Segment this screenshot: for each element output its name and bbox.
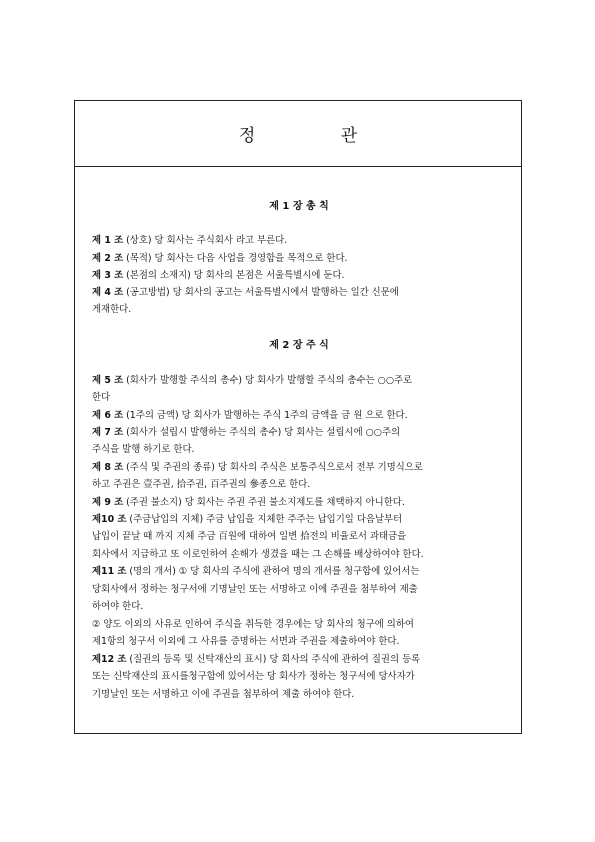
article-line [92, 287, 399, 299]
article-number: 제 8 조 [92, 462, 124, 473]
article-text: 하고 주권은 壹주권, 拾주권, 百주권의 參종으로 한다. [92, 479, 311, 490]
article-number: 제 6 조 [92, 410, 124, 421]
article-text: 회사에서 지급하고 또 이로인하여 손해가 생겼을 때는 그 손해를 배상하여야 한다. [92, 549, 424, 560]
article-text: 제1항의 청구서 이외에 그 사유를 증명하는 서면과 주권을 제출하여야 한다. [92, 636, 400, 647]
article-text: 당회사에서 정하는 청구서에 기명날인 또는 서명하고 이에 주권을 첨부하여 제출 [92, 584, 418, 595]
article-line [92, 549, 424, 561]
title-box [75, 101, 521, 167]
article-line [92, 270, 345, 282]
article-text: 기명날인 또는 서명하고 이에 주권을 첨부하여 제출 하여야 한다. [92, 689, 355, 700]
article-line [92, 462, 423, 474]
article-line [92, 654, 420, 666]
article-text: (공고방법) 당 회사의 공고는 서울특별시에서 발행하는 일간 신문에 [123, 287, 399, 298]
article-line [92, 566, 419, 578]
article-line [92, 479, 310, 491]
article-text: (1주의 금액) 당 회사가 발행하는 주식 1주의 금액을 금 원 으로 한다. [123, 410, 408, 421]
article-line [92, 253, 348, 265]
chapter-1-heading: 제 1 장 총 칙 [269, 201, 329, 212]
article-line [92, 601, 143, 613]
document-title: 정 관 [238, 126, 358, 146]
article-number: 제12 조 [92, 654, 127, 665]
article-number: 제 5 조 [92, 375, 124, 386]
article-text: (회사가 설립시 발행하는 주식의 총수) 당 회사는 설립시에 ○○주의 [123, 427, 401, 438]
article-line [92, 497, 405, 509]
article-text: (주금납입의 지체) 주금 납입을 지체한 주주는 납입기일 다음날부터 [126, 514, 403, 525]
article-line [92, 584, 418, 596]
article-number: 제 7 조 [92, 427, 124, 438]
article-line [92, 514, 402, 526]
article-text: (목적) 당 회사는 다음 사업을 경영함을 목적으로 한다. [123, 253, 348, 264]
article-line [92, 636, 399, 648]
article-text: (상호) 당 회사는 주식회사 라고 부른다. [123, 235, 288, 246]
article-text: 주식을 발행 하기로 한다. [92, 444, 195, 455]
article-line [92, 392, 110, 404]
article-number: 제 2 조 [92, 253, 124, 264]
document-frame [74, 100, 522, 734]
article-text: 게재한다. [92, 304, 132, 315]
article-line [92, 304, 131, 316]
article-line [92, 689, 354, 701]
article-text: (명의 개서) ① 당 회사의 주식에 관하여 명의 개서를 청구함에 있어서는 [126, 566, 420, 577]
article-line [92, 671, 415, 683]
article-line [92, 427, 400, 439]
article-number: 제 4 조 [92, 287, 124, 298]
article-line [92, 235, 287, 247]
article-text: (회사가 발행할 주식의 총수) 당 회사가 발행할 주식의 총수는 ○○주로 [123, 375, 413, 386]
article-text: 또는 신탁재산의 표시를청구함에 있어서는 당 회사가 정하는 청구서에 당사자가 [92, 671, 415, 682]
article-text: 한다 [92, 392, 111, 403]
article-text: (질권의 등록 및 신탁재산의 표시) 당 회사의 주식에 관하여 질권의 등록 [126, 654, 421, 665]
article-number: 제 9 조 [92, 497, 124, 508]
article-text: ② 양도 이외의 사유로 인하여 주식을 취득한 경우에는 당 회사의 청구에 의하여 [92, 619, 414, 630]
article-number: 제 3 조 [92, 270, 124, 281]
article-line [92, 619, 414, 631]
article-line [92, 531, 406, 543]
article-line [92, 375, 412, 387]
article-text: 하여야 한다. [92, 601, 144, 612]
article-text: (본점의 소재지) 당 회사의 본점은 서울특별시에 둔다. [123, 270, 345, 281]
article-text: (주식 및 주권의 종류) 당 회사의 주식은 보통주식으로서 전부 기명식으로 [123, 462, 423, 473]
article-number: 제11 조 [92, 566, 127, 577]
article-text: 납입이 끝날 때 까지 지체 주금 百원에 대하여 일변 拾전의 비율로서 과태금을 [92, 531, 407, 542]
article-line [92, 410, 408, 422]
article-number: 제 1 조 [92, 235, 124, 246]
article-line [92, 444, 194, 456]
chapter-2-heading: 제 2 장 주 식 [269, 340, 329, 351]
article-text: (주권 불소지) 당 회사는 주권 주권 불소지제도를 채택하지 아니한다. [123, 497, 405, 508]
article-number: 제10 조 [92, 514, 127, 525]
